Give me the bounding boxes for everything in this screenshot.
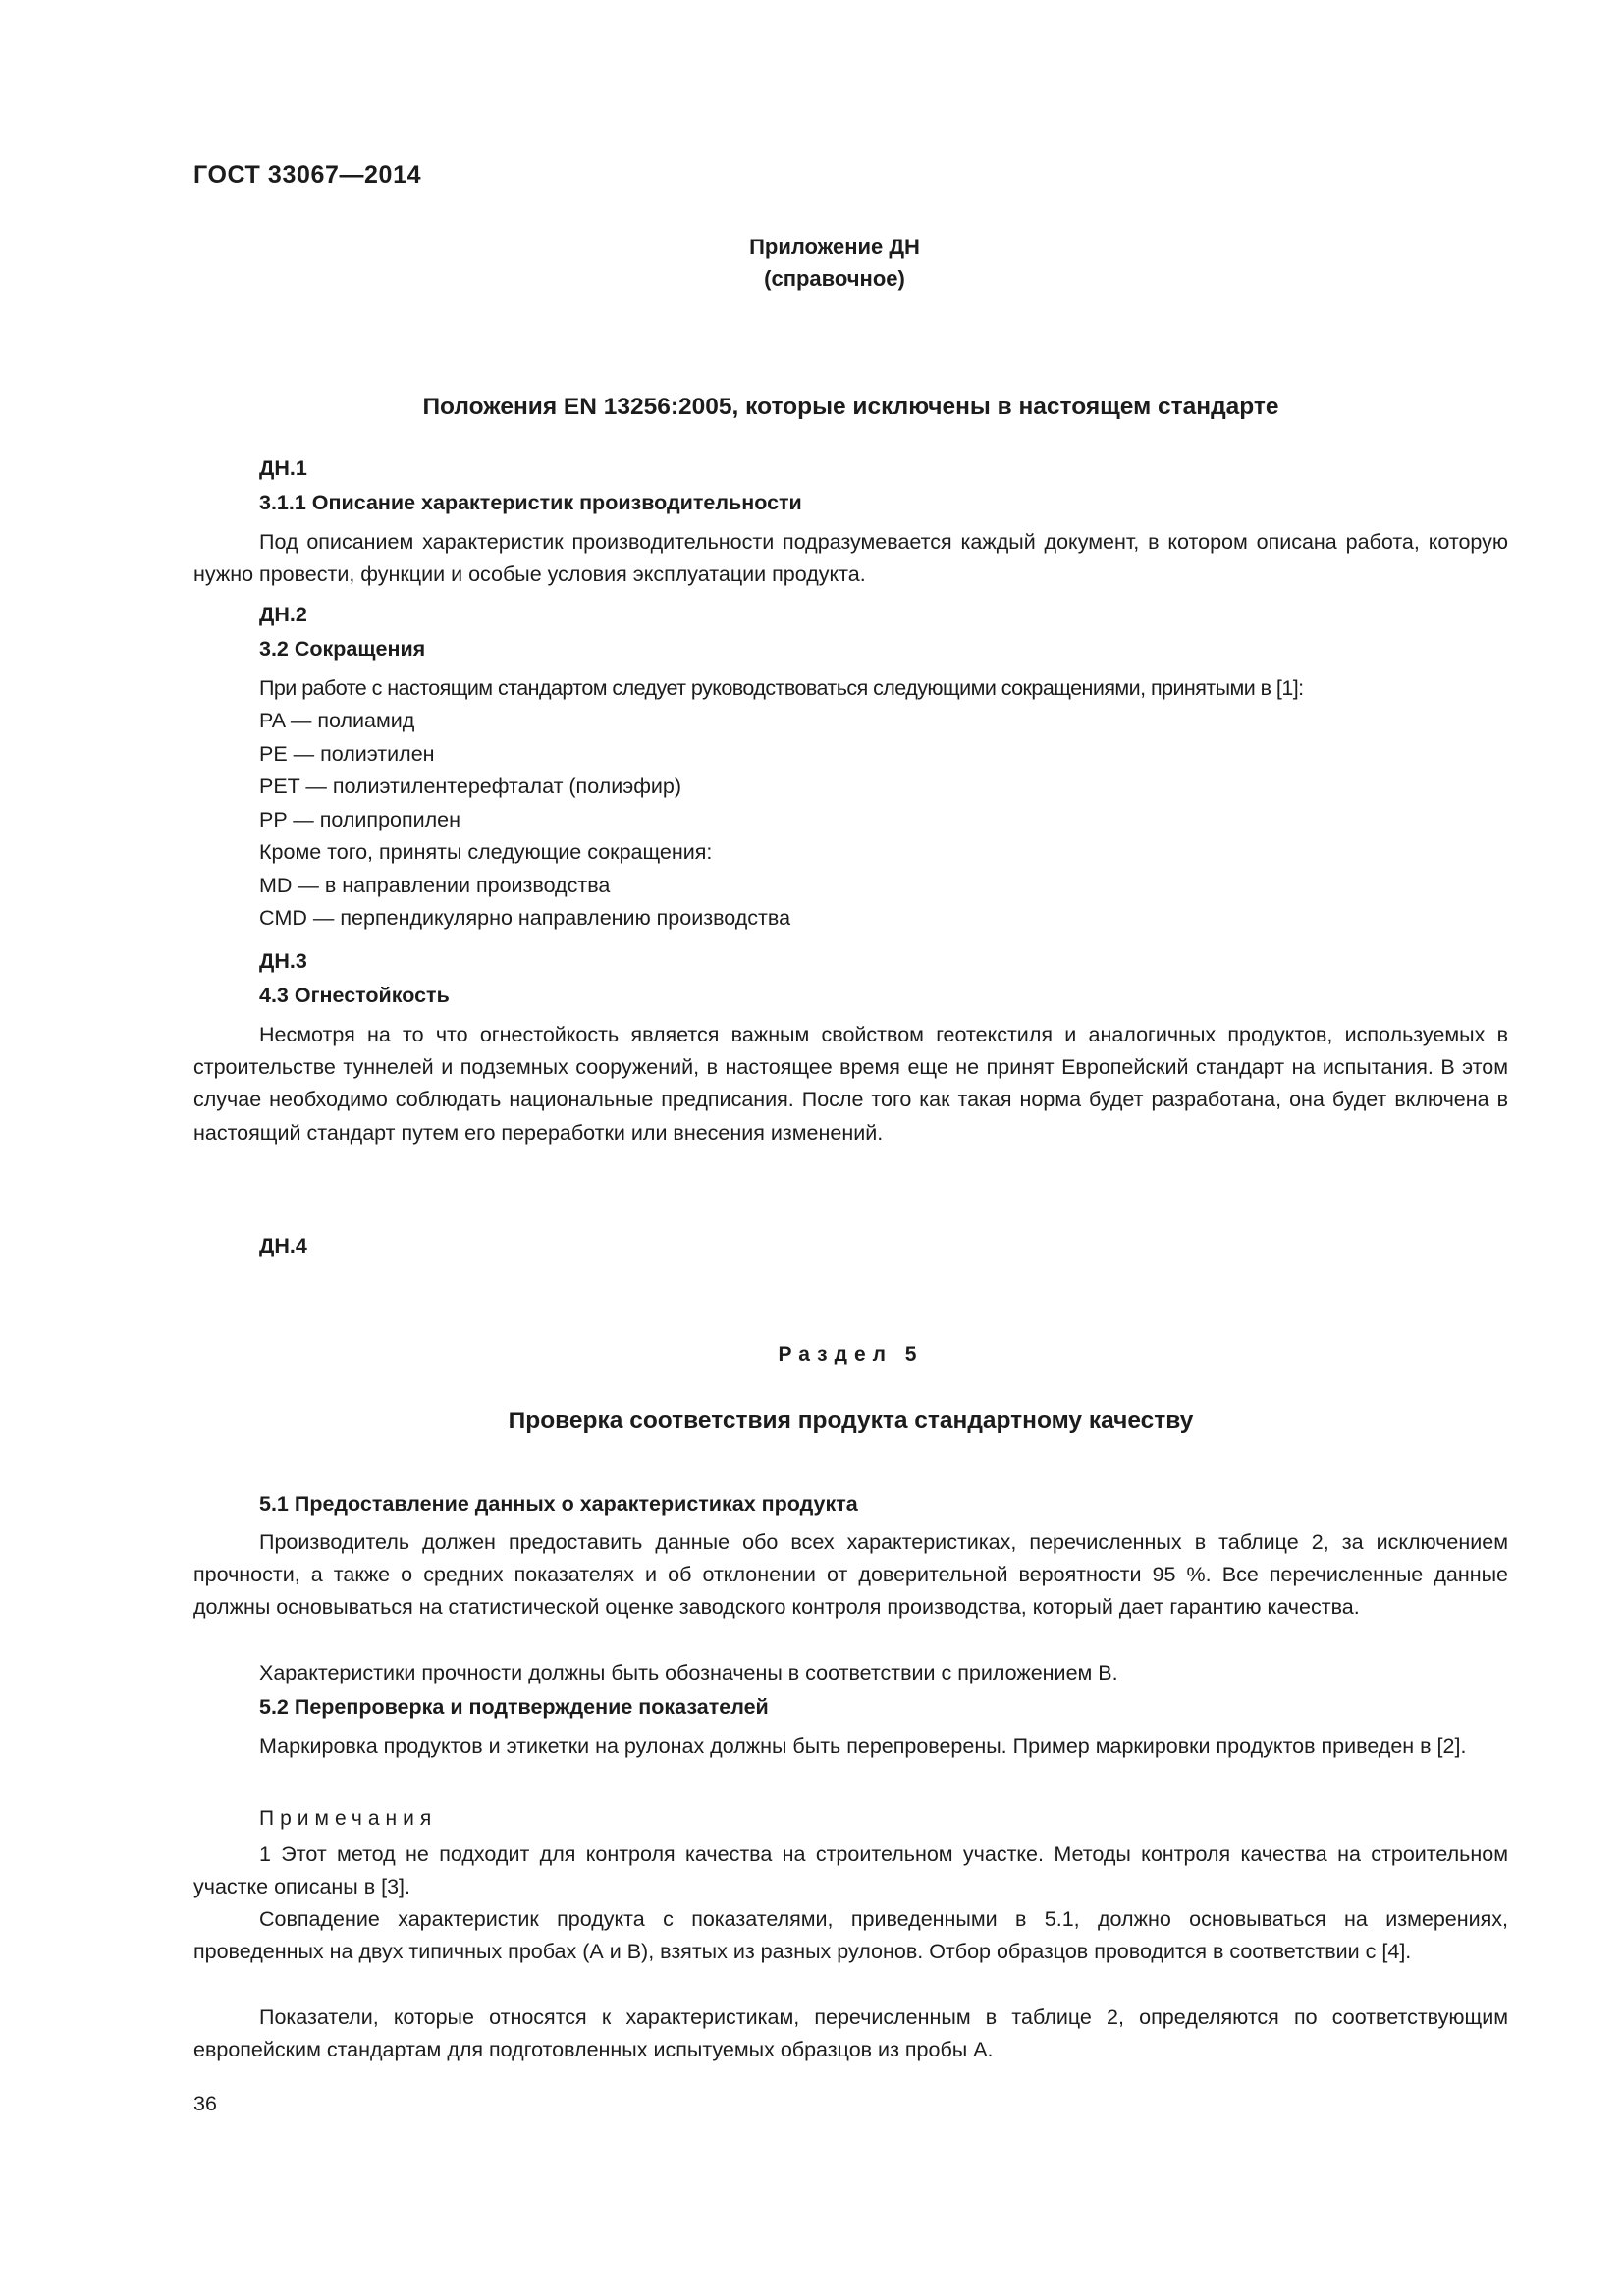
list-item: PET — полиэтилентерефталат (полиэфир) [259, 774, 682, 798]
dn3-label: ДН.3 [259, 949, 307, 973]
list-item: Кроме того, приняты следующие сокращения: [259, 840, 713, 864]
list-item: PP — полипропилен [259, 807, 461, 831]
subsection-5-2-paragraph: Маркировка продуктов и этикетки на рулонах должны быть перепроверены. Пример маркировки продуктов приведен в [2]. [259, 1735, 1467, 1758]
page-number: 36 [193, 2092, 217, 2115]
appendix-title: Положения EN 13256:2005, которые исключены в настоящем стандарте [422, 394, 1279, 420]
dn4-label: ДН.4 [259, 1234, 307, 1257]
dn2-label: ДН.2 [259, 603, 307, 626]
section-label: Раздел 5 [778, 1343, 924, 1365]
subsection-5-1-heading: 5.1 Предоставление данных о характеристиках продукта [259, 1492, 858, 1516]
appendix-type: (справочное) [764, 266, 905, 291]
dn1-heading: 3.1.1 Описание характеристик производительности [259, 491, 802, 514]
paragraph-samples: Совпадение характеристик продукта с показателями, приведенными в 5.1, должно основываться на измерениях, проведенных на двух типичных пробах (А и В), взятых из разных рулонов. Отбор образцов проводится в соответствии с [4]. [193, 1907, 1508, 1964]
dn2-intro: При работе с настоящим стандартом следует руководствоваться следующими сокращениями, принятыми в [1]: [259, 676, 1304, 700]
list-item: CMD — перпендикулярно направлению производства [259, 906, 791, 930]
appendix-label: Приложение ДН [749, 235, 920, 259]
notes-heading: Примечания [259, 1807, 438, 1830]
list-item: MD — в направлении производства [259, 873, 611, 897]
document-code: ГОСТ 33067—2014 [193, 161, 422, 188]
dn1-paragraph: Под описанием характеристик производительности подразумевается каждый документ, в котором описана работа, которую нужно провести, функции и особые условия эксплуатации продукта. [193, 530, 1508, 587]
dn3-paragraph: Несмотря на то что огнестойкость является важным свойством геотекстиля и аналогичных продуктов, используемых в строительстве туннелей и подземных сооружений, в настоящее время еще не принят Европейский стандарт на испытания. В этом случае необходимо соблюдать национальные предписания. После того как такая норма будет разработана, она будет включена в настоящий стандарт путем его переработки или внесения изменений. [193, 1023, 1508, 1145]
subsection-5-1-paragraph: Производитель должен предоставить данные обо всех характеристиках, перечисленных в таблице 2, за исключением прочности, а также о средних показателях и об отклонении от доверительной вероятности 95 %. Все перечисленные данные должны основываться на статистической оценке заводского контроля производства, который дает гарантию качества. [193, 1530, 1508, 1620]
note-1: 1 Этот метод не подходит для контроля качества на строительном участке. Методы контроля качества на строительном участке описаны в [3]. [193, 1842, 1508, 1899]
dn3-heading: 4.3 Огнестойкость [259, 984, 450, 1007]
list-item: PA — полиамид [259, 709, 415, 732]
abbreviation-list [259, 705, 790, 935]
subsection-5-2-heading: 5.2 Перепроверка и подтверждение показателей [259, 1695, 769, 1719]
subsection-5-1-paragraph-2: Характеристики прочности должны быть обозначены в соответствии с приложением В. [259, 1661, 1118, 1684]
paragraph-indicators: Показатели, которые относятся к характеристикам, перечисленным в таблице 2, определяются по соответствующим европейским стандартам для подготовленных испытуемых образцов из пробы А. [193, 2005, 1508, 2062]
dn1-label: ДН.1 [259, 456, 307, 480]
list-item: PE — полиэтилен [259, 741, 435, 766]
section-title: Проверка соответствия продукта стандартному качеству [508, 1408, 1194, 1434]
dn2-heading: 3.2 Сокращения [259, 637, 426, 661]
